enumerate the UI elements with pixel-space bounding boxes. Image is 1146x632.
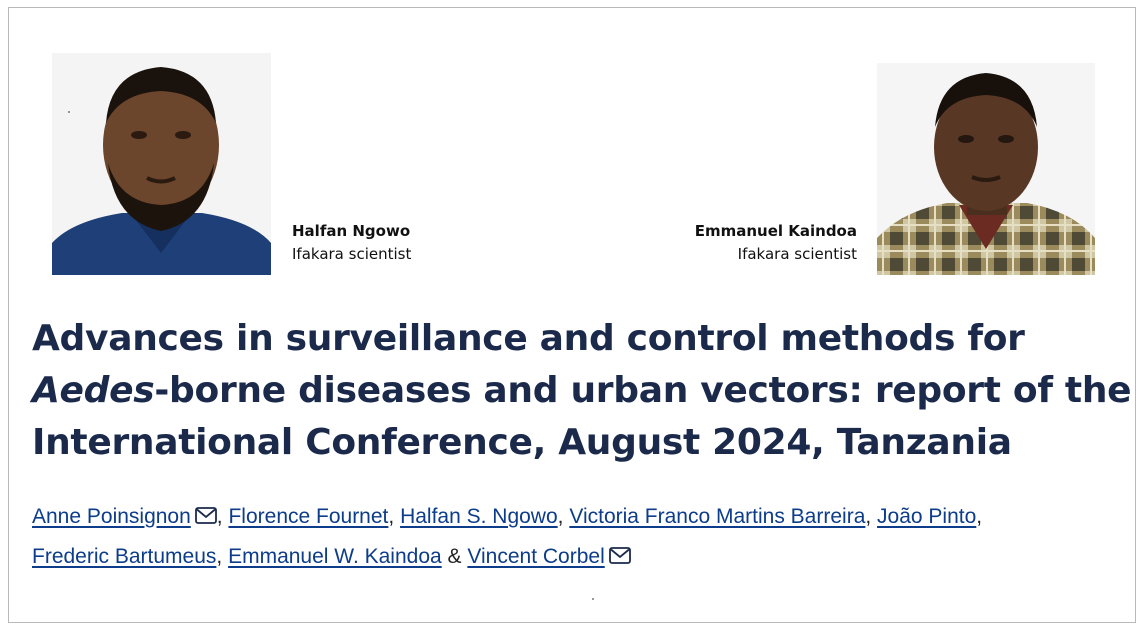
portrait-halfan-ngowo: [52, 53, 271, 275]
portrait-emmanuel-kaindoa: [877, 63, 1095, 275]
caption-left: [292, 220, 411, 266]
speck: [592, 598, 594, 600]
author-separator: ,: [865, 505, 878, 528]
author-link[interactable]: Victoria Franco Martins Barreira: [569, 505, 866, 528]
author-link[interactable]: Halfan S. Ngowo: [400, 505, 558, 528]
title-line-3: International Conference, August 2024, Tanzania: [32, 422, 1012, 463]
person-name: Halfan Ngowo: [292, 222, 411, 240]
title-line-2: -borne diseases and urban vectors: report of the: [154, 370, 1132, 411]
person-role: Ifakara scientist: [737, 245, 857, 263]
person-role: Ifakara scientist: [292, 245, 412, 263]
mail-icon[interactable]: [609, 538, 631, 577]
title-italic-term: Aedes: [32, 370, 155, 411]
author-link[interactable]: Vincent Corbel: [467, 545, 605, 568]
author-separator: ,: [976, 505, 983, 528]
caption-right: [695, 220, 857, 266]
author-separator: ,: [388, 505, 401, 528]
person-name: Emmanuel Kaindoa: [694, 222, 857, 240]
author-link[interactable]: João Pinto: [877, 505, 977, 528]
author-link[interactable]: Florence Fournet: [228, 505, 389, 528]
author-separator: ,: [557, 505, 570, 528]
author-link[interactable]: Emmanuel W. Kaindoa: [228, 545, 442, 568]
mail-icon[interactable]: [195, 498, 217, 537]
author-separator: ,: [216, 505, 229, 528]
author-link[interactable]: Anne Poinsignon: [32, 505, 191, 528]
article-title: [32, 313, 1136, 469]
title-line-1: Advances in surveillance and control methods for: [32, 318, 1025, 359]
author-separator: &: [441, 545, 468, 568]
speck: [68, 111, 70, 113]
author-separator: ,: [216, 545, 229, 568]
author-list: [32, 497, 1132, 577]
author-link[interactable]: Frederic Bartumeus: [32, 545, 217, 568]
